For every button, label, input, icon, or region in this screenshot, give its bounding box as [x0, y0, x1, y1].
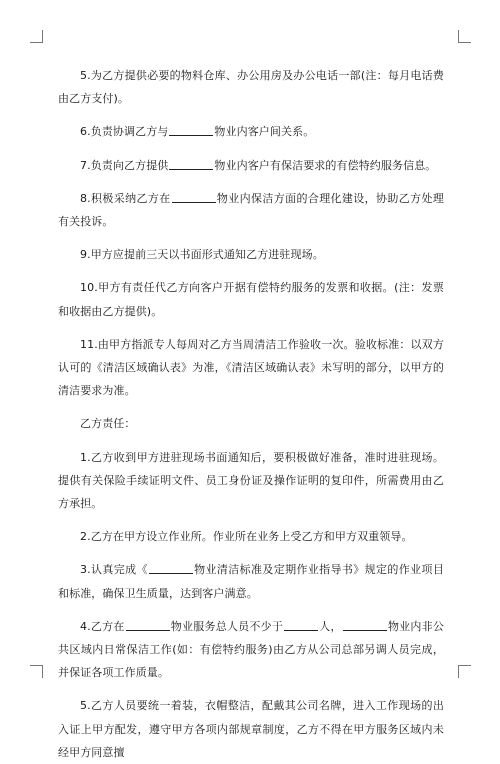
paragraph-obligation-5: 5.为乙方提供必要的物料仓库、办公用房及办公电话一部(注：每月电话费由乙方支付)。: [58, 69, 444, 106]
paragraph-obligation-6: 6.负责协调乙方与 物业内客户间关系。: [80, 125, 315, 139]
fill-in-blank: [172, 192, 216, 203]
page-corner-mark-top-left: [30, 30, 43, 43]
fill-in-blank: [343, 620, 387, 631]
section-heading-party-b: 乙方责任：: [80, 417, 136, 431]
fill-in-blank: [169, 159, 213, 170]
fill-in-blank: [169, 125, 213, 136]
paragraph-responsibility-1: 1.乙方收到甲方进驻现场书面通知后，要积极做好准备，准时进驻现场。提供有关保险手续证明文件、员工身份证及操作证明的复印件，所需费用由乙方承担。: [58, 450, 444, 511]
paragraph-responsibility-4: 4.乙方在 物业服务总人员不少于 人， 物业内非公共区域内日常保洁工作(如：有偿特约服务)由乙方从公司总部另调人员完成，并保证各项工作质量。: [58, 619, 445, 680]
document-body: [58, 64, 444, 764]
paragraph-responsibility-5: 5.乙方人员要统一着装，衣帽整洁，配戴其公司名牌，进入工作现场的出入证上甲方配发，遵守甲方各项内部规章制度，乙方不得在甲方服务区域内未经甲方同意擅: [58, 699, 444, 759]
paragraph-obligation-11: 11.由甲方指派专人每周对乙方当周清洁工作验收一次。验收标准：以双方认可的《清洁区域确认表》为准，《清洁区域确认表》未写明的部分，以甲方的清洁要求为准。: [58, 337, 444, 398]
fill-in-blank: [284, 620, 318, 631]
fill-in-blank: [149, 563, 193, 574]
paragraph-responsibility-2: 2.乙方在甲方设立作业所。作业所在业务上受乙方和甲方双重领导。: [80, 530, 413, 544]
paragraph-responsibility-3: 3.认真完成《 物业清洁标准及定期作业指导书》规定的作业项目和标准，确保卫生质量，达到客户满意。: [58, 563, 444, 600]
page-corner-mark-bottom-left: [30, 665, 43, 678]
paragraph-obligation-7: 7.负责向乙方提供 物业内客户有保洁要求的有偿特约服务信息。: [80, 158, 437, 172]
page-corner-mark-bottom-right: [458, 665, 471, 678]
paragraph-obligation-8: 8.积极采纳乙方在 物业内保洁方面的合理化建设，协助乙方处理有关投诉。: [58, 191, 445, 229]
paragraph-obligation-9: 9.甲方应提前三天以书面形式通知乙方进驻现场。: [80, 248, 324, 262]
fill-in-blank: [126, 620, 170, 631]
paragraph-obligation-10: 10.甲方有责任代乙方向客户开据有偿特约服务的发票和收据。(注：发票和收据由乙方提供)。: [58, 281, 444, 318]
page-corner-mark-top-right: [458, 30, 471, 43]
